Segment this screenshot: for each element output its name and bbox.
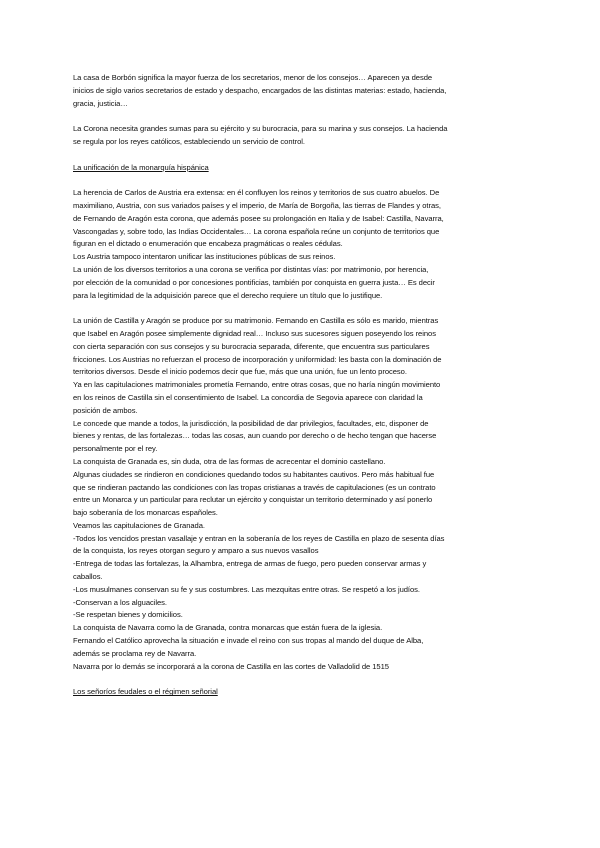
text-line: maximiliano, Austria, con sus variados países y el imperio, de María de Borgoña, las tierras de Flandes y otras,	[73, 200, 441, 210]
text-line: La conquista de Granada es, sin duda, otra de las formas de acrecentar el dominio castellano.	[73, 456, 386, 466]
text-line: personalmente por el rey.	[73, 444, 158, 454]
text-line: Vascongadas y, sobre todo, las Indias Occidentales… La corona española reúne un conjunto de territorios que	[73, 226, 440, 236]
section-heading: Los señoríos feudales o el régimen señorial	[73, 687, 218, 697]
paragraph-gap	[73, 110, 528, 123]
text-line: La unión de los diversos territorios a una corona se verifica por distintas vías: por matrimonio, por herencia,	[73, 264, 429, 274]
text-line: Los Austria tampoco intentaron unificar las instituciones públicas de sus reinos.	[73, 252, 336, 262]
paragraph	[73, 72, 528, 110]
document-page	[73, 72, 528, 699]
text-line: en los reinos de Castilla sin el consentimiento de Isabel. La concordia de Segovia aparece con claridad la	[73, 392, 423, 402]
text-line: La unión de Castilla y Aragón se produce por su matrimonio. Fernando en Castilla es sólo es marido, mientras	[73, 316, 439, 326]
text-line: bienes y rentas, de las fortalezas… todas las cosas, aun cuando por derecho o de hecho tengan que hacerse	[73, 431, 437, 441]
text-line: territorios diversos. Desde el inicio podemos decir que fue, más que una unión, fue un lento proceso.	[73, 367, 407, 377]
text-line: posición de ambos.	[73, 405, 138, 415]
text-line: La conquista de Navarra como la de Granada, contra monarcas que están fuera de la iglesia.	[73, 623, 383, 633]
text-line: Fernando el Católico aprovecha la situación e invade el reino con sus tropas al mando del duque de Alba,	[73, 636, 424, 646]
text-line: por elección de la comunidad o por concesiones pontificias, también por conquista en guerra justa… Es decir	[73, 277, 435, 287]
text-line: figuran en el dictado o enumeración que encabeza pragmáticas o reales cédulas.	[73, 239, 343, 249]
text-line: además se proclama rey de Navarra.	[73, 648, 197, 658]
text-line: Navarra por lo demás se incorporará a la corona de Castilla en las cortes de Valladolid de 1515	[73, 661, 389, 671]
paragraph-gap	[73, 174, 528, 187]
text-line: fricciones. Los Austrias no refuerzan el proceso de incorporación y uniformidad: les basta con la dominación de	[73, 354, 442, 364]
section-heading: La unificación de la monarquía hispánica	[73, 162, 209, 172]
paragraph	[73, 123, 528, 149]
text-line: de Fernando de Aragón esta corona, que además posee su prolongación en Italia y de Isabel: Castilla, Navarra,	[73, 213, 444, 223]
text-line: -Conservan a los alguaciles.	[73, 597, 167, 607]
text-line: se regula por los reyes católicos, estableciendo un servicio de control.	[73, 136, 305, 146]
text-line: que se rindieran pactando las condiciones con las tropas cristianas a través de capitulaciones (es un contrato	[73, 482, 436, 492]
text-line: con cierta separación con sus consejos y su burocracia separada, diferente, que encuentra sus particulares	[73, 341, 430, 351]
text-line: Veamos las capitulaciones de Granada.	[73, 520, 205, 530]
text-line: Le concede que mande a todos, la jurisdicción, la posibilidad de dar privilegios, facultades, etc, disponer de	[73, 418, 429, 428]
text-line: entre un Monarca y un particular para reclutar un ejército y conquistar un territorio determinado y así ponerlo	[73, 495, 433, 505]
text-line: que Isabel en Aragón posee simplemente dignidad real… Incluso sus sucesores siguen poseyendo los reinos	[73, 328, 436, 338]
text-line: -Todos los vencidos prestan vasallaje y entran en la soberanía de los reyes de Castilla en plazo de sesenta días	[73, 533, 445, 543]
text-line: de la conquista, los reyes otorgan seguro y amparo a sus nuevos vasallos	[73, 546, 319, 556]
paragraph-gap	[73, 673, 528, 686]
paragraph-gap	[73, 149, 528, 162]
paragraph	[73, 187, 528, 302]
text-line: para la legitimidad de la adquisición parece que el derecho requiere un título que lo justifique.	[73, 290, 383, 300]
text-line: La casa de Borbón significa la mayor fuerza de los secretarios, menor de los consejos… Aparecen ya desde	[73, 73, 433, 82]
text-line: -Entrega de todas las fortalezas, la Alhambra, entrega de armas de fuego, pero pueden conservar armas y	[73, 559, 427, 569]
text-line: La herencia de Carlos de Austria era extensa: en él confluyen los reinos y territorios de sus cuatro abuelos. De	[73, 188, 440, 198]
text-line: bajo soberanía de los monarcas españoles.	[73, 508, 218, 518]
text-line: -Los musulmanes conservan su fe y sus costumbres. Las mezquitas entre otras. Se respetó a los judíos.	[73, 584, 420, 594]
text-line: Algunas ciudades se rindieron en condiciones quedando todos su habitantes cautivos. Pero más habitual fue	[73, 469, 435, 479]
text-line: inicios de siglo varios secretarios de estado y despacho, encargados de las distintas materias: estado, hacienda,	[73, 85, 447, 95]
text-line: La Corona necesita grandes sumas para su ejército y su burocracia, para su marina y sus consejos. La hacienda	[73, 124, 448, 134]
text-line: caballos.	[73, 572, 103, 582]
paragraph	[73, 315, 528, 673]
paragraph-gap	[73, 302, 528, 315]
text-line: -Se respetan bienes y domicilios.	[73, 610, 183, 620]
text-line: Ya en las capitulaciones matrimoniales prometía Fernando, entre otras cosas, que no haría ningún movimiento	[73, 380, 441, 390]
text-line: gracia, justicia…	[73, 98, 128, 108]
